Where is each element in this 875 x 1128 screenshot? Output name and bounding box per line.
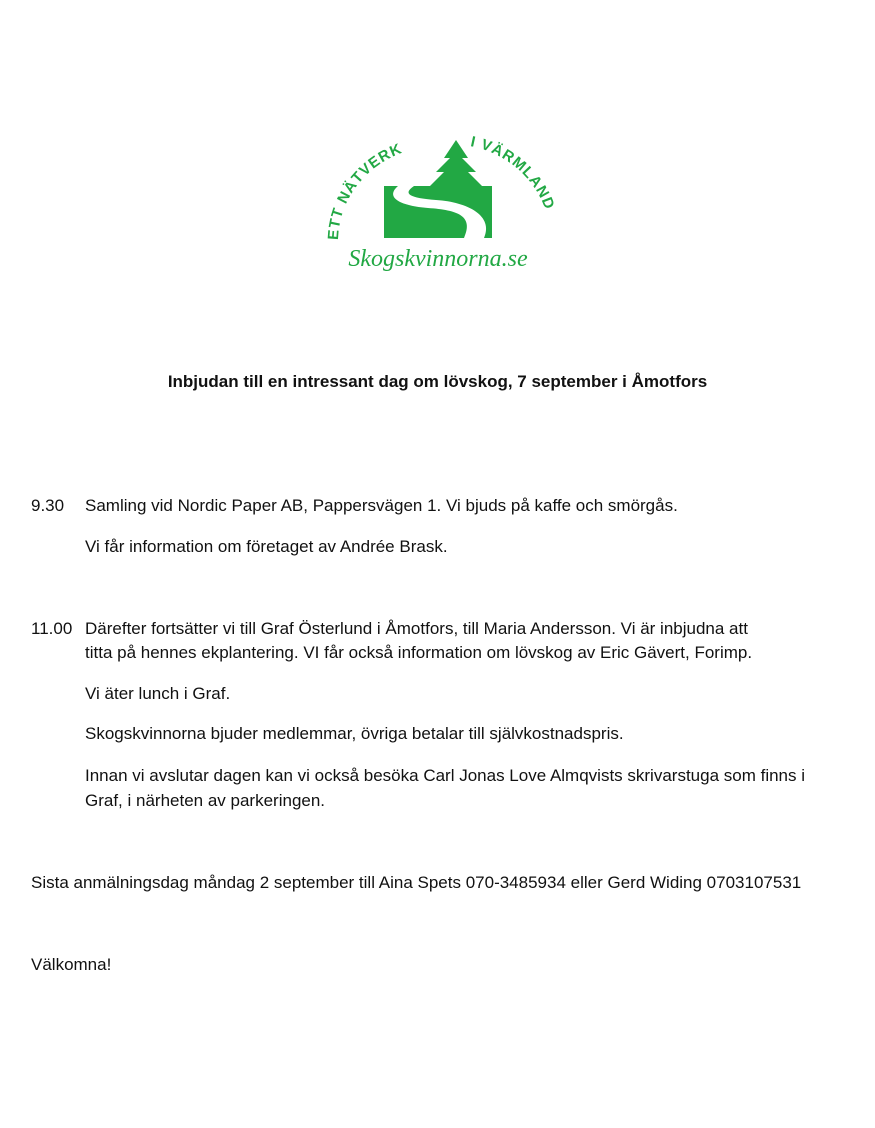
schedule-line: Vi får information om företaget av Andrée Brask. [85,537,448,556]
schedule-line: Vi äter lunch i Graf. [85,684,231,703]
schedule-line: Skogskvinnorna bjuder medlemmar, övriga betalar till självkostnadspris. [85,724,624,743]
schedule-line: Graf, i närheten av parkeringen. [85,791,326,810]
page-title: Inbjudan till en intressant dag om lövskog, 7 september i Åmotfors [167,372,708,391]
schedule-line: Samling vid Nordic Paper AB, Pappersvägen 1. Vi bjuds på kaffe och smörgås. [85,496,678,515]
schedule-line: titta på hennes ekplantering. VI får också information om lövskog av Eric Gävert, Forimp. [85,643,753,662]
schedule-line: Därefter fortsätter vi till Graf Österlund i Åmotfors, till Maria Andersson. Vi är inbjudna att [85,619,748,638]
logo-arc-right-text: I VÄRMLAND [469,133,558,213]
schedule-line: Innan vi avslutar dagen kan vi också besöka Carl Jonas Love Almqvists skrivarstuga som finns i [85,766,806,785]
road-icon [384,186,492,238]
deadline-text: Sista anmälningsdag måndag 2 september till Aina Spets 070-3485934 eller Gerd Widing 0703107531 [31,873,802,892]
closing-text: Välkomna! [31,955,112,974]
logo-arc-left-text: ETT NÄTVERK [324,140,405,241]
logo-brand: Skogskvinnorna.se [348,246,528,272]
schedule-time: 9.30 [31,496,65,515]
skogskvinnorna-logo [298,128,578,278]
schedule-time: 11.00 [31,619,73,638]
